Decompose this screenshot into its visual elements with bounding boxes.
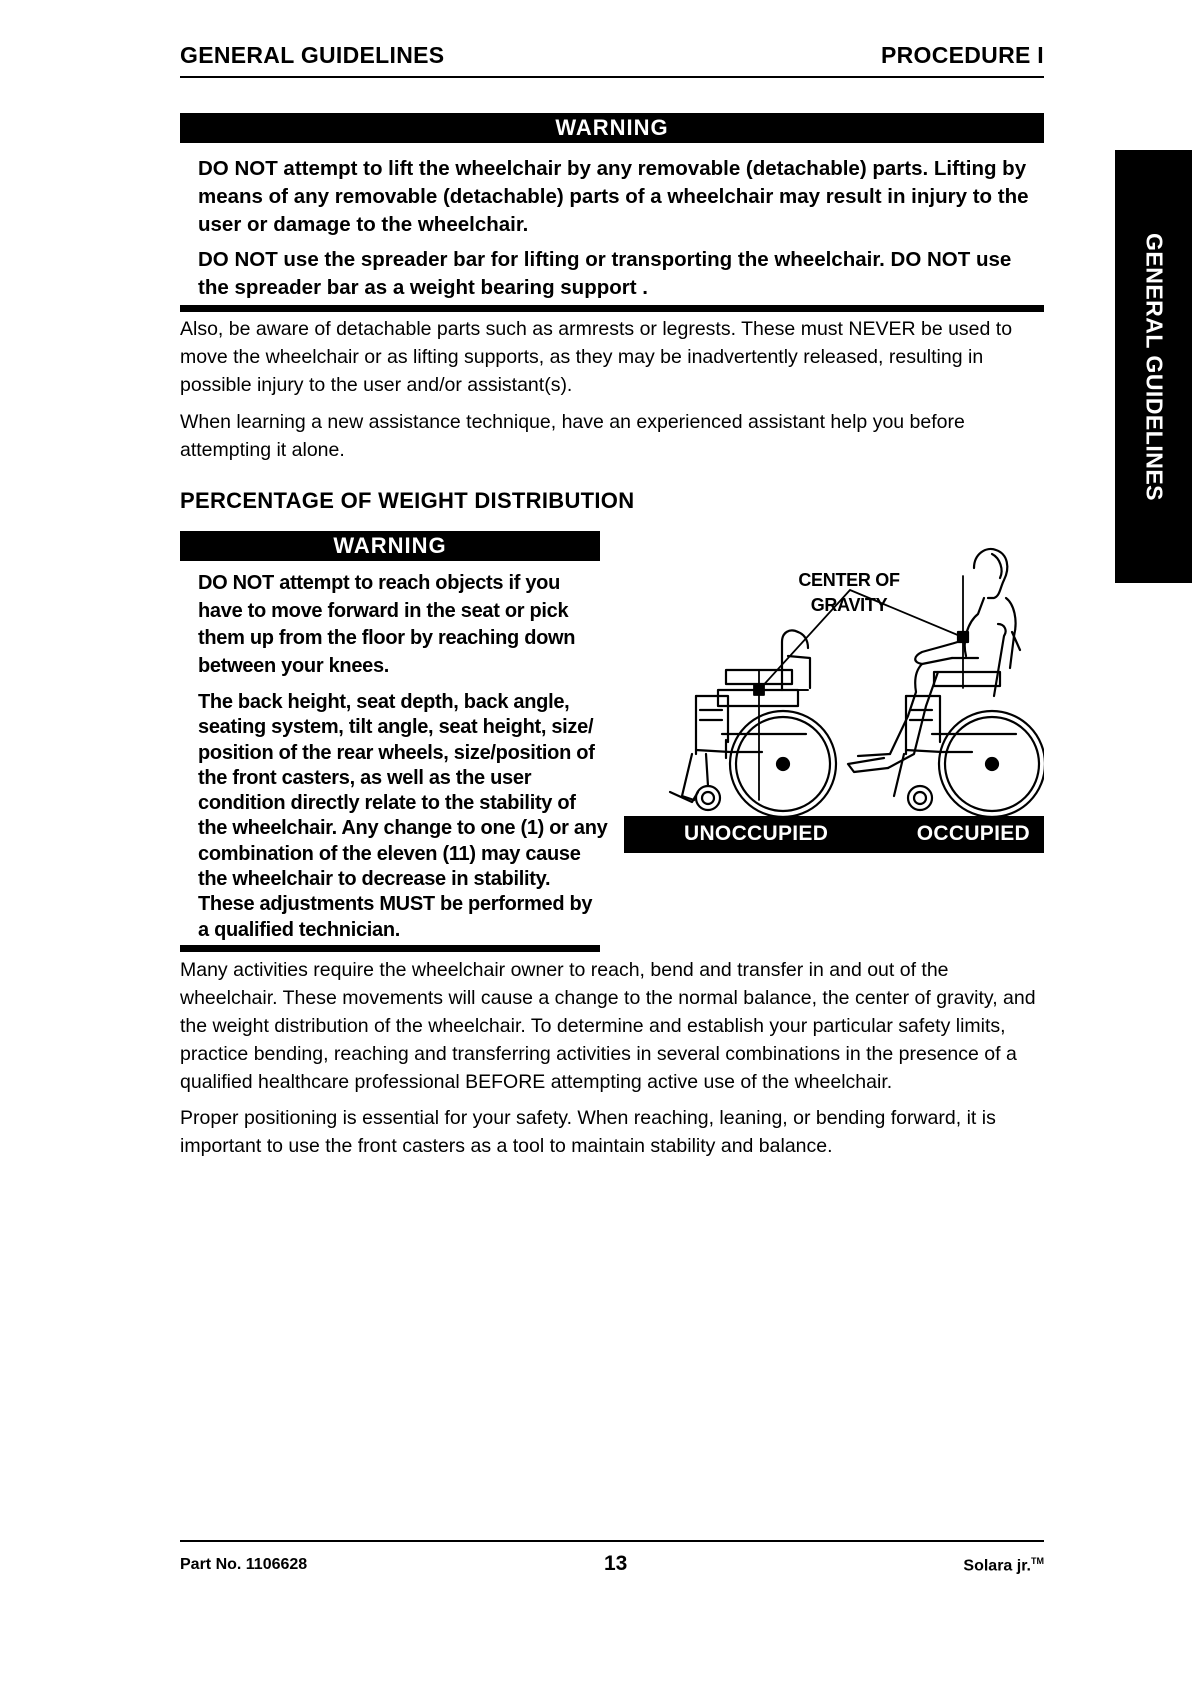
figure-caption-bar: [624, 816, 1044, 853]
label-occupied: OCCUPIED: [916, 822, 1030, 845]
side-tab-label: GENERAL GUIDELINES: [1141, 232, 1167, 501]
body-paragraph-activities: Many activities require the wheelchair owner to reach, bend and transfer in and out of the wheelchair. These movements will cause a change to the normal balance, the center of gravity, and the weight distribution of the wheelchair. To determine and establish your particular safety limits, practice bending, reaching and transferring activities in several combinations in the presence of a qualified healthcare professional BEFORE attempting active use of the wheelchair.: [180, 959, 1036, 1093]
model-name-text: Solara jr.: [963, 1557, 1031, 1575]
warning-emphasis: DO NOT: [198, 157, 278, 180]
wheelchair-center-of-gravity-figure: [622, 540, 1044, 853]
warning-emphasis: DO NOT: [198, 572, 274, 594]
warning-end-rule: [180, 305, 1044, 312]
footer-page-number: 13: [604, 1552, 628, 1575]
body-paragraph-detachable: Also, be aware of detachable parts such as armrests or legrests. These must NEVER be used to move the wheelchair or as lifting supports, as they may be inadvertently released, resulting in possible injury to the user and/or assistant(s).: [180, 318, 1013, 396]
cg-label-line-2: GRAVITY: [810, 595, 888, 615]
page-header: [180, 40, 1044, 78]
center-of-gravity-label: [784, 568, 914, 618]
page-footer: [180, 1540, 1044, 1582]
body-paragraph-positioning: Proper positioning is essential for your safety. When reaching, leaning, or bending forward, it is important to use the front casters as a tool to maintain stability and balance.: [180, 1107, 996, 1157]
label-unoccupied: UNOCCUPIED: [684, 822, 829, 845]
header-procedure: PROCEDURE I: [880, 42, 1044, 68]
trademark-mark: TM: [1031, 1556, 1044, 1566]
footer-model-name: [963, 1556, 1044, 1575]
footer-part-number: Part No. 1106628: [180, 1556, 308, 1573]
cg-label-line-1: CENTER OF: [798, 570, 900, 590]
warning-lifting-text-2: [198, 246, 1038, 302]
side-section-tab: [1115, 150, 1192, 583]
section-title-weight-distribution: PERCENTAGE OF WEIGHT DISTRIBUTION: [180, 488, 635, 513]
warning-banner-lifting: WARNING: [180, 113, 1044, 143]
warning-emphasis: DO NOT: [198, 248, 278, 271]
warning-body: attempt to reach objects if you have to move forward in the seat or pick them up from the floor by reaching down between your knees.: [198, 572, 576, 677]
warning-reaching-text-1: [198, 570, 608, 680]
warning-banner-reaching: WARNING: [180, 531, 600, 561]
header-section-title: GENERAL GUIDELINES: [180, 42, 445, 68]
body-paragraph-learning: When learning a new assistance technique, have an experienced assistant help you before attempting it alone.: [180, 411, 965, 461]
warning-end-rule: [180, 945, 600, 952]
warning-body: attempt to lift the wheelchair by any removable (detachable) parts. Lifting by means of any removable (detachable) parts of a wheelchair may result in injury to the user or damage to the wheelchair.: [198, 157, 1029, 236]
warning-body: use the spreader bar for lifting or transporting the wheelchair. DO NOT use the spreader bar as a weight bearing support .: [198, 248, 1012, 299]
unoccupied-wheelchair: [670, 630, 836, 816]
warning-reaching-text-2: The back height, seat depth, back angle, seating system, tilt angle, seat height, size/ position of the rear wheels, size/position of the front casters, as well as the user condition directly relate to the stability of the wheelchair. Any change to one (1) or any combination of the eleven (11) may cause the wheelchair to decrease in stability. These adjustments MUST be performed by a qualified technician.: [198, 691, 608, 941]
warning-lifting-text-1: [198, 155, 1038, 239]
